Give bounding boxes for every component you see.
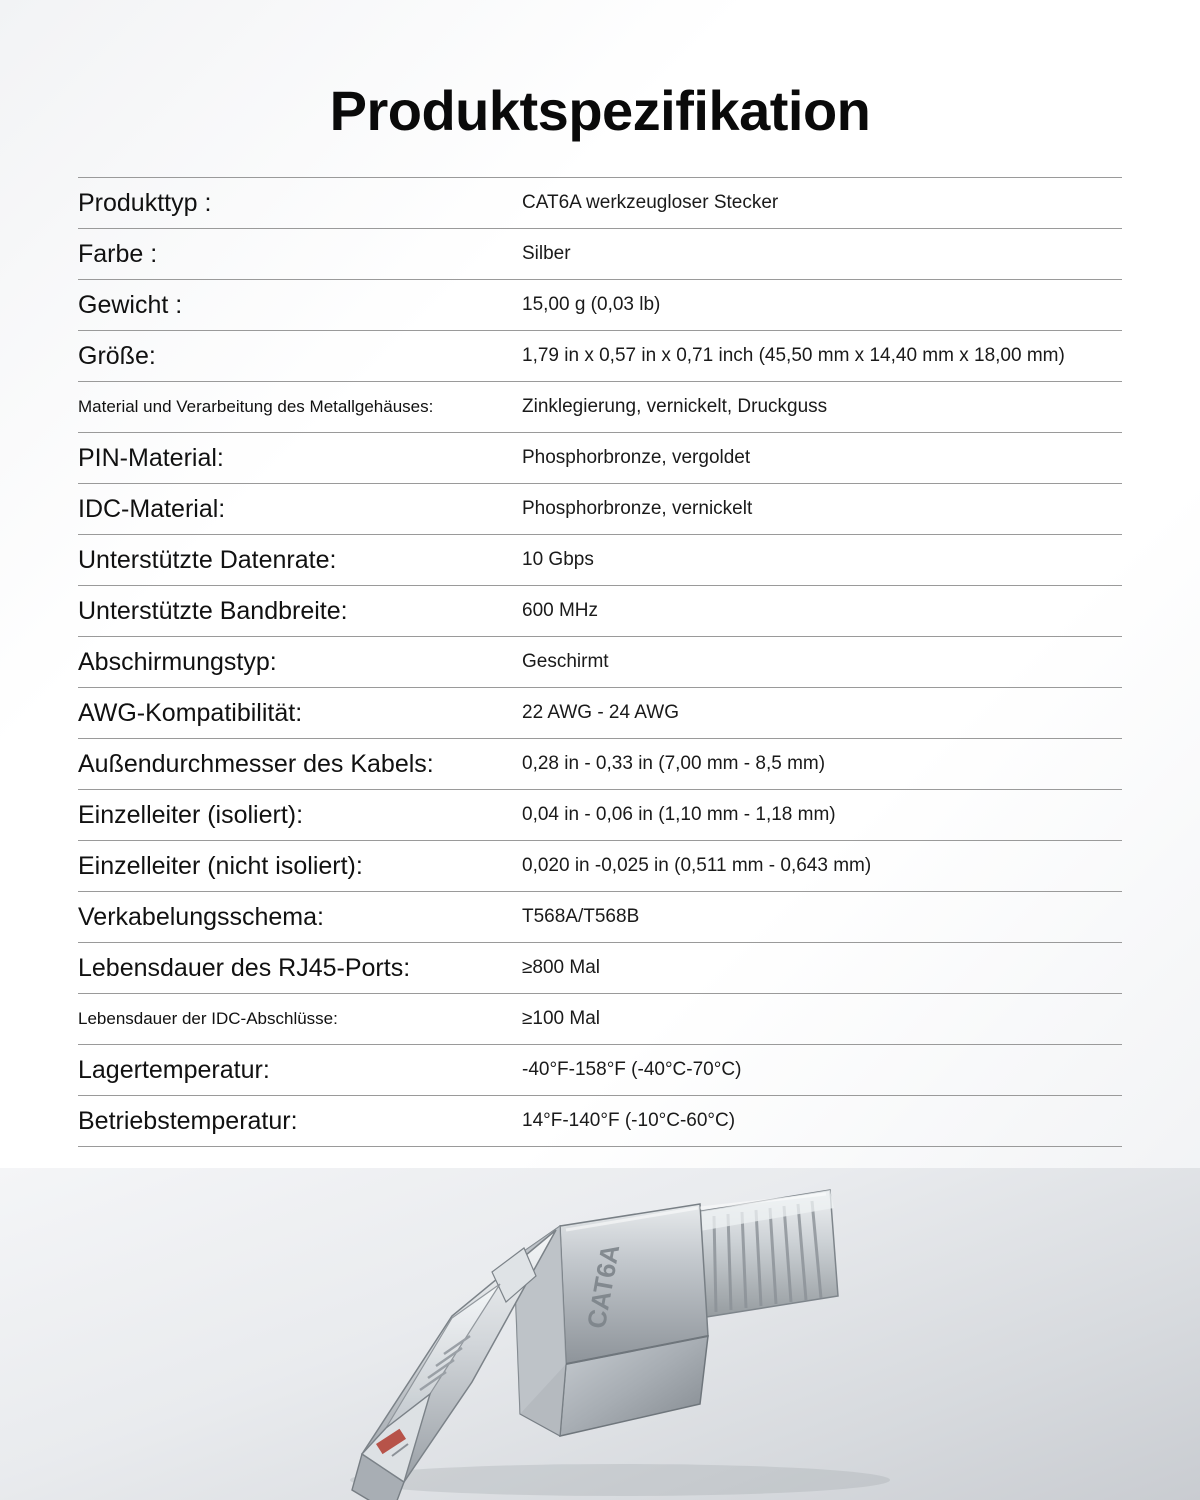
spec-value: ≥100 Mal bbox=[522, 1008, 601, 1029]
spec-label: Gewicht : bbox=[78, 290, 183, 319]
spec-label: Lebensdauer der IDC-Abschlüsse: bbox=[78, 1009, 338, 1028]
spec-value: Zinklegierung, vernickelt, Druckguss bbox=[522, 396, 828, 417]
spec-value: Phosphorbronze, vernickelt bbox=[522, 498, 753, 519]
spec-value: T568A/T568B bbox=[522, 906, 640, 927]
table-row bbox=[78, 1045, 1122, 1096]
specification-table-body bbox=[78, 178, 1122, 1147]
spec-value: Silber bbox=[522, 243, 571, 264]
spec-value: 0,020 in -0,025 in (0,511 mm - 0,643 mm) bbox=[522, 855, 872, 876]
table-row bbox=[78, 892, 1122, 943]
table-row bbox=[78, 688, 1122, 739]
spec-value: 10 Gbps bbox=[522, 549, 594, 570]
table-row bbox=[78, 943, 1122, 994]
spec-value: 0,04 in - 0,06 in (1,10 mm - 1,18 mm) bbox=[522, 804, 836, 825]
cable-gland-nut bbox=[690, 1190, 838, 1318]
spec-label: Einzelleiter (isoliert): bbox=[78, 800, 304, 829]
table-row bbox=[78, 535, 1122, 586]
spec-label: Außendurchmesser des Kabels: bbox=[78, 749, 434, 778]
spec-label: Produkttyp : bbox=[78, 188, 212, 217]
spec-value: ≥800 Mal bbox=[522, 957, 601, 978]
spec-label: Lagertemperatur: bbox=[78, 1055, 270, 1084]
table-row bbox=[78, 841, 1122, 892]
table-row bbox=[78, 280, 1122, 331]
table-row bbox=[78, 1096, 1122, 1147]
rj45-connector-illustration bbox=[0, 1168, 1200, 1500]
product-image bbox=[0, 1168, 1200, 1500]
spec-value: Geschirmt bbox=[522, 651, 609, 672]
page-title: Produktspezifikation bbox=[329, 79, 871, 142]
table-row bbox=[78, 586, 1122, 637]
spec-value: 22 AWG - 24 AWG bbox=[522, 702, 679, 723]
rj45-plug-head bbox=[344, 1226, 566, 1500]
spec-value: 14°F-140°F (-10°C-60°C) bbox=[522, 1110, 736, 1131]
spec-label: Farbe : bbox=[78, 239, 158, 268]
spec-label: Verkabelungsschema: bbox=[78, 902, 324, 931]
table-row bbox=[78, 484, 1122, 535]
spec-label: Einzelleiter (nicht isoliert): bbox=[78, 851, 363, 880]
spec-value: CAT6A werkzeugloser Stecker bbox=[522, 192, 779, 213]
spec-label: Material und Verarbeitung des Metallgehäuses: bbox=[78, 397, 434, 416]
spec-value: 1,79 in x 0,57 in x 0,71 inch (45,50 mm x 14,40 mm x 18,00 mm) bbox=[522, 345, 1065, 366]
spec-label: Lebensdauer des RJ45-Ports: bbox=[78, 953, 411, 982]
spec-value: Phosphorbronze, vergoldet bbox=[522, 447, 751, 468]
spec-label: Größe: bbox=[78, 341, 156, 370]
table-row bbox=[78, 433, 1122, 484]
table-row bbox=[78, 178, 1122, 229]
specification-table bbox=[78, 177, 1122, 1147]
spec-label: Abschirmungstyp: bbox=[78, 647, 277, 676]
spec-label: AWG-Kompatibilität: bbox=[78, 698, 303, 727]
spec-label: Unterstützte Bandbreite: bbox=[78, 596, 348, 625]
spec-label: IDC-Material: bbox=[78, 494, 226, 523]
table-row bbox=[78, 994, 1122, 1045]
spec-label: Unterstützte Datenrate: bbox=[78, 545, 337, 574]
spec-value: 15,00 g (0,03 lb) bbox=[522, 294, 661, 315]
spec-value: -40°F-158°F (-40°C-70°C) bbox=[522, 1059, 742, 1080]
table-row bbox=[78, 637, 1122, 688]
spec-value: 600 MHz bbox=[522, 600, 599, 621]
spec-label: PIN-Material: bbox=[78, 443, 224, 472]
engraving-text: CAT6A bbox=[581, 1242, 626, 1331]
table-row bbox=[78, 739, 1122, 790]
table-row bbox=[78, 382, 1122, 433]
table-row bbox=[78, 229, 1122, 280]
spec-label: Betriebstemperatur: bbox=[78, 1106, 298, 1135]
spec-value: 0,28 in - 0,33 in (7,00 mm - 8,5 mm) bbox=[522, 753, 826, 774]
connector-shadow bbox=[350, 1464, 890, 1496]
table-row bbox=[78, 790, 1122, 841]
table-row bbox=[78, 331, 1122, 382]
